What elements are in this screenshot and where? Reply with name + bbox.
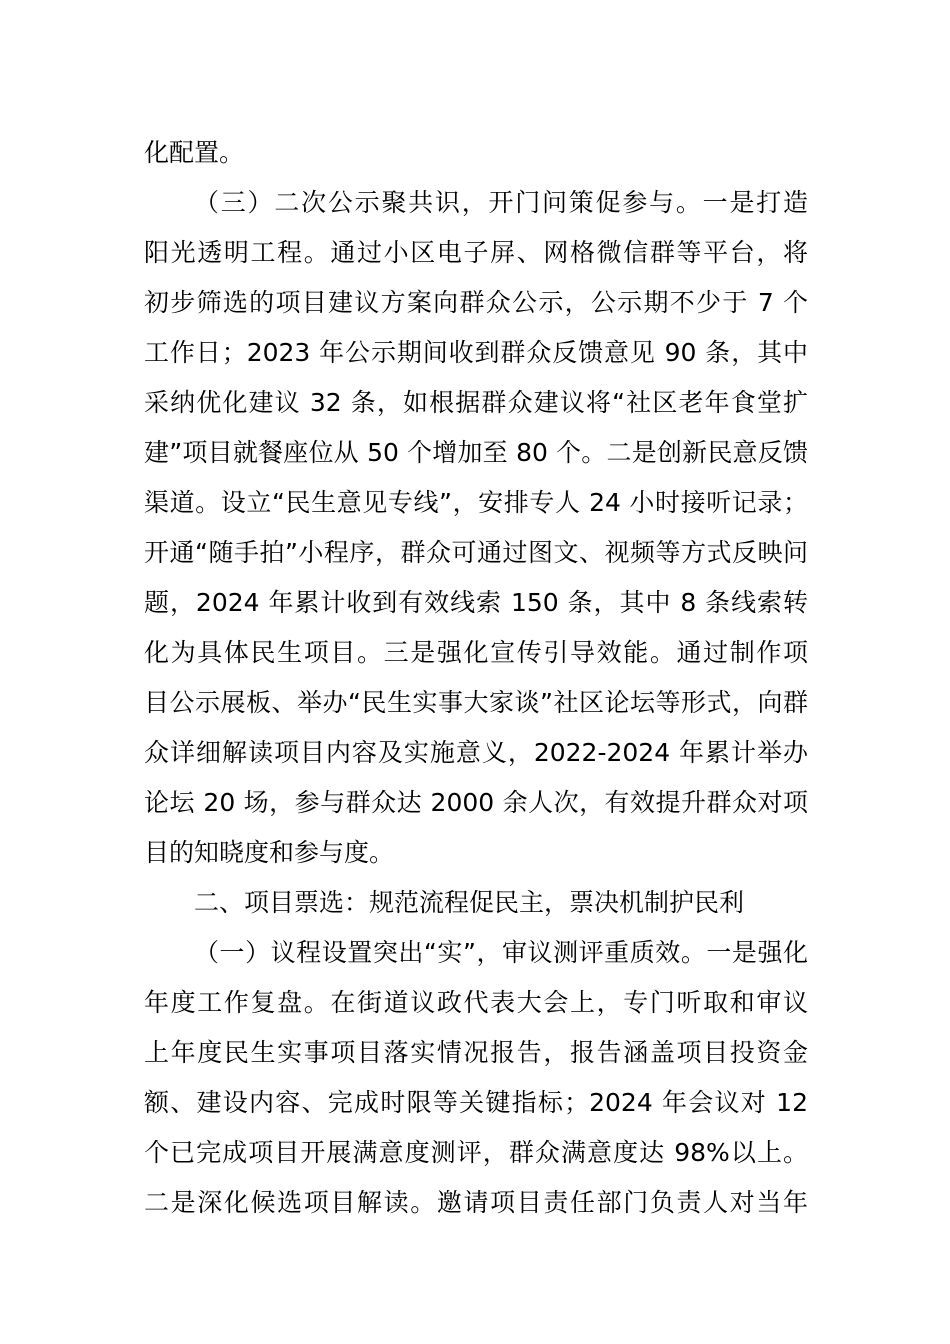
text-line: 化配置。 <box>144 138 245 167</box>
text-line: 化为具体民生项目。三是强化宣传引导效能。通过制作项 <box>144 638 808 667</box>
text-line: 题，2024 年累计收到有效线索 150 条，其中 8 条线索转 <box>144 588 808 617</box>
text-line: 二、项目票选：规范流程促民主，票决机制护民利 <box>194 888 745 917</box>
text-line: 采纳优化建议 32 条，如根据群众建议将“社区老年食堂扩 <box>144 388 808 417</box>
text-line: 上年度民生实事项目落实情况报告，报告涵盖项目投资金 <box>144 1038 808 1067</box>
body-text <box>144 128 808 1228</box>
text-line: 额、建设内容、完成时限等关键指标；2024 年会议对 12 <box>144 1088 808 1117</box>
text-line: 工作日；2023 年公示期间收到群众反馈意见 90 条，其中 <box>144 338 808 367</box>
text-line: 目公示展板、举办“民生实事大家谈”社区论坛等形式，向群 <box>144 688 808 717</box>
text-line: 论坛 20 场，参与群众达 2000 余人次，有效提升群众对项 <box>144 788 808 817</box>
text-line: 建”项目就餐座位从 50 个增加至 80 个。二是创新民意反馈 <box>144 438 808 467</box>
text-line: 众详细解读项目内容及实施意义，2022-2024 年累计举办 <box>144 738 808 767</box>
text-line: 阳光透明工程。通过小区电子屏、网格微信群等平台，将 <box>144 238 808 267</box>
text-line: 初步筛选的项目建议方案向群众公示，公示期不少于 7 个 <box>144 288 808 317</box>
text-line: 年度工作复盘。在街道议政代表大会上，专门听取和审议 <box>144 988 808 1017</box>
text-line: 目的知晓度和参与度。 <box>144 838 395 867</box>
text-line: 个已完成项目开展满意度测评，群众满意度达 98%以上。 <box>144 1138 808 1167</box>
text-line: 开通“随手拍”小程序，群众可通过图文、视频等方式反映问 <box>144 538 808 567</box>
text-line: （一）议程设置突出“实”，审议测评重质效。一是强化 <box>194 938 808 967</box>
text-line: （三）二次公示聚共识，开门问策促参与。一是打造 <box>194 188 808 217</box>
text-line: 二是深化候选项目解读。邀请项目责任部门负责人对当年 <box>144 1188 808 1217</box>
text-line: 渠道。设立“民生意见专线”，安排专人 24 小时接听记录； <box>144 488 808 517</box>
